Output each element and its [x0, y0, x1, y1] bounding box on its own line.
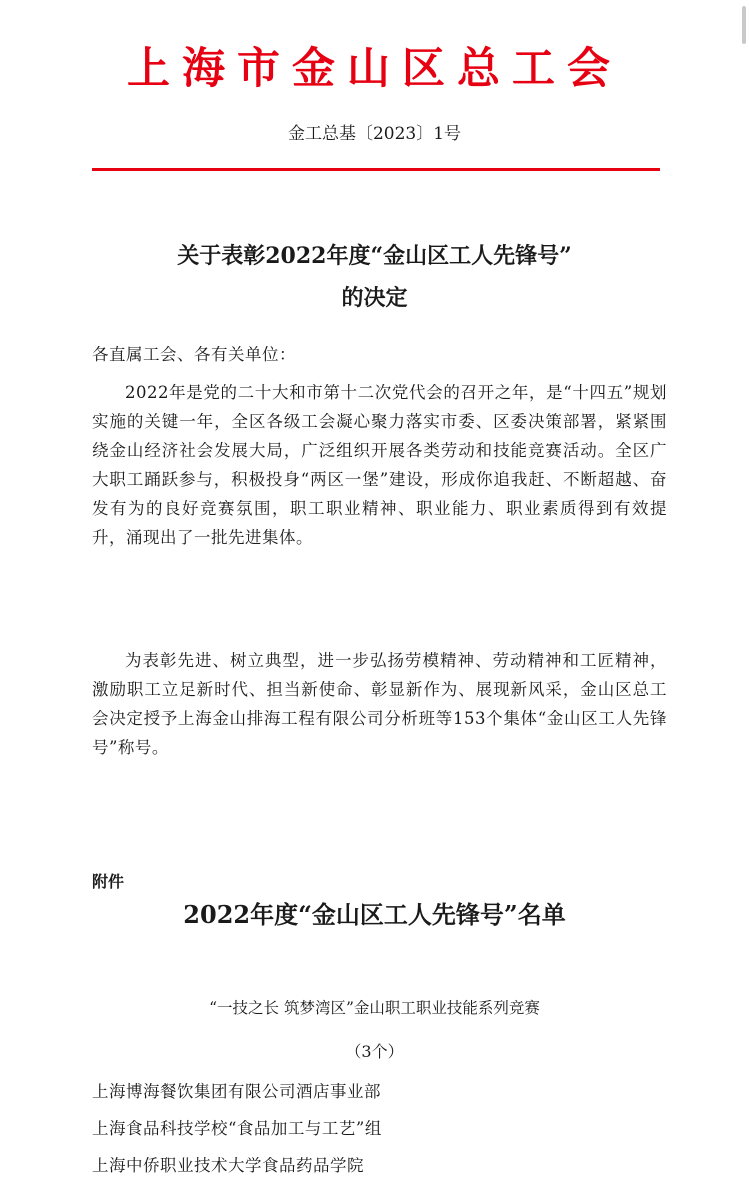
honoree-unit-list: [92, 1073, 692, 1184]
salutation: 各直属工会、各有关单位：: [92, 345, 296, 364]
category-count: （3个）: [345, 1042, 404, 1061]
document-title-line-2: 的决定: [341, 285, 408, 311]
document-title-line-1: 关于表彰2022年度“金山区工人先锋号”: [177, 243, 572, 269]
list-item: 上海博海餐饮集团有限公司酒店事业部: [92, 1082, 381, 1101]
body-paragraph-1: 2022年是党的二十大和市第十二次党代会的召开之年，是“十四五”规划实施的关键一年，全区各级工会凝心聚力落实市委、区委决策部署，紧紧围绕金山经济社会发展大局，广泛组织开展各类劳动和技能竞赛活动。全区广大职工踊跃参与，积极投身“两区一堡”建设，形成你追我赶、不断超越、奋发有为的良好竞赛氛围，职工职业精神、职业能力、职业素质得到有效提升，涌现出了一批先进集体。: [92, 383, 667, 547]
list-item: 上海中侨职业技术大学食品药品学院: [92, 1156, 364, 1175]
body-paragraph-2: 为表彰先进、树立典型，进一步弘扬劳模精神、劳动精神和工匠精神，激励职工立足新时代、担当新使命、彰显新作为、展现新风采，金山区总工会决定授予上海金山排海工程有限公司分析班等153个集体“金山区工人先锋号”称号。: [92, 651, 667, 757]
list-item: 上海食品科技学校“食品加工与工艺”组: [92, 1119, 382, 1138]
honoree-list-title: 2022年度“金山区工人先锋号”名单: [183, 900, 566, 929]
issuing-organization-header: 上海市金山区总工会: [127, 44, 622, 94]
document-number: 金工总基〔2023〕1号: [287, 124, 462, 144]
scrollbar[interactable]: [742, 6, 746, 44]
competition-category: “一技之长 筑梦湾区”金山职工职业技能系列竞赛: [209, 999, 540, 1017]
attachment-label: 附件: [92, 872, 125, 891]
red-divider-line: [92, 168, 660, 171]
